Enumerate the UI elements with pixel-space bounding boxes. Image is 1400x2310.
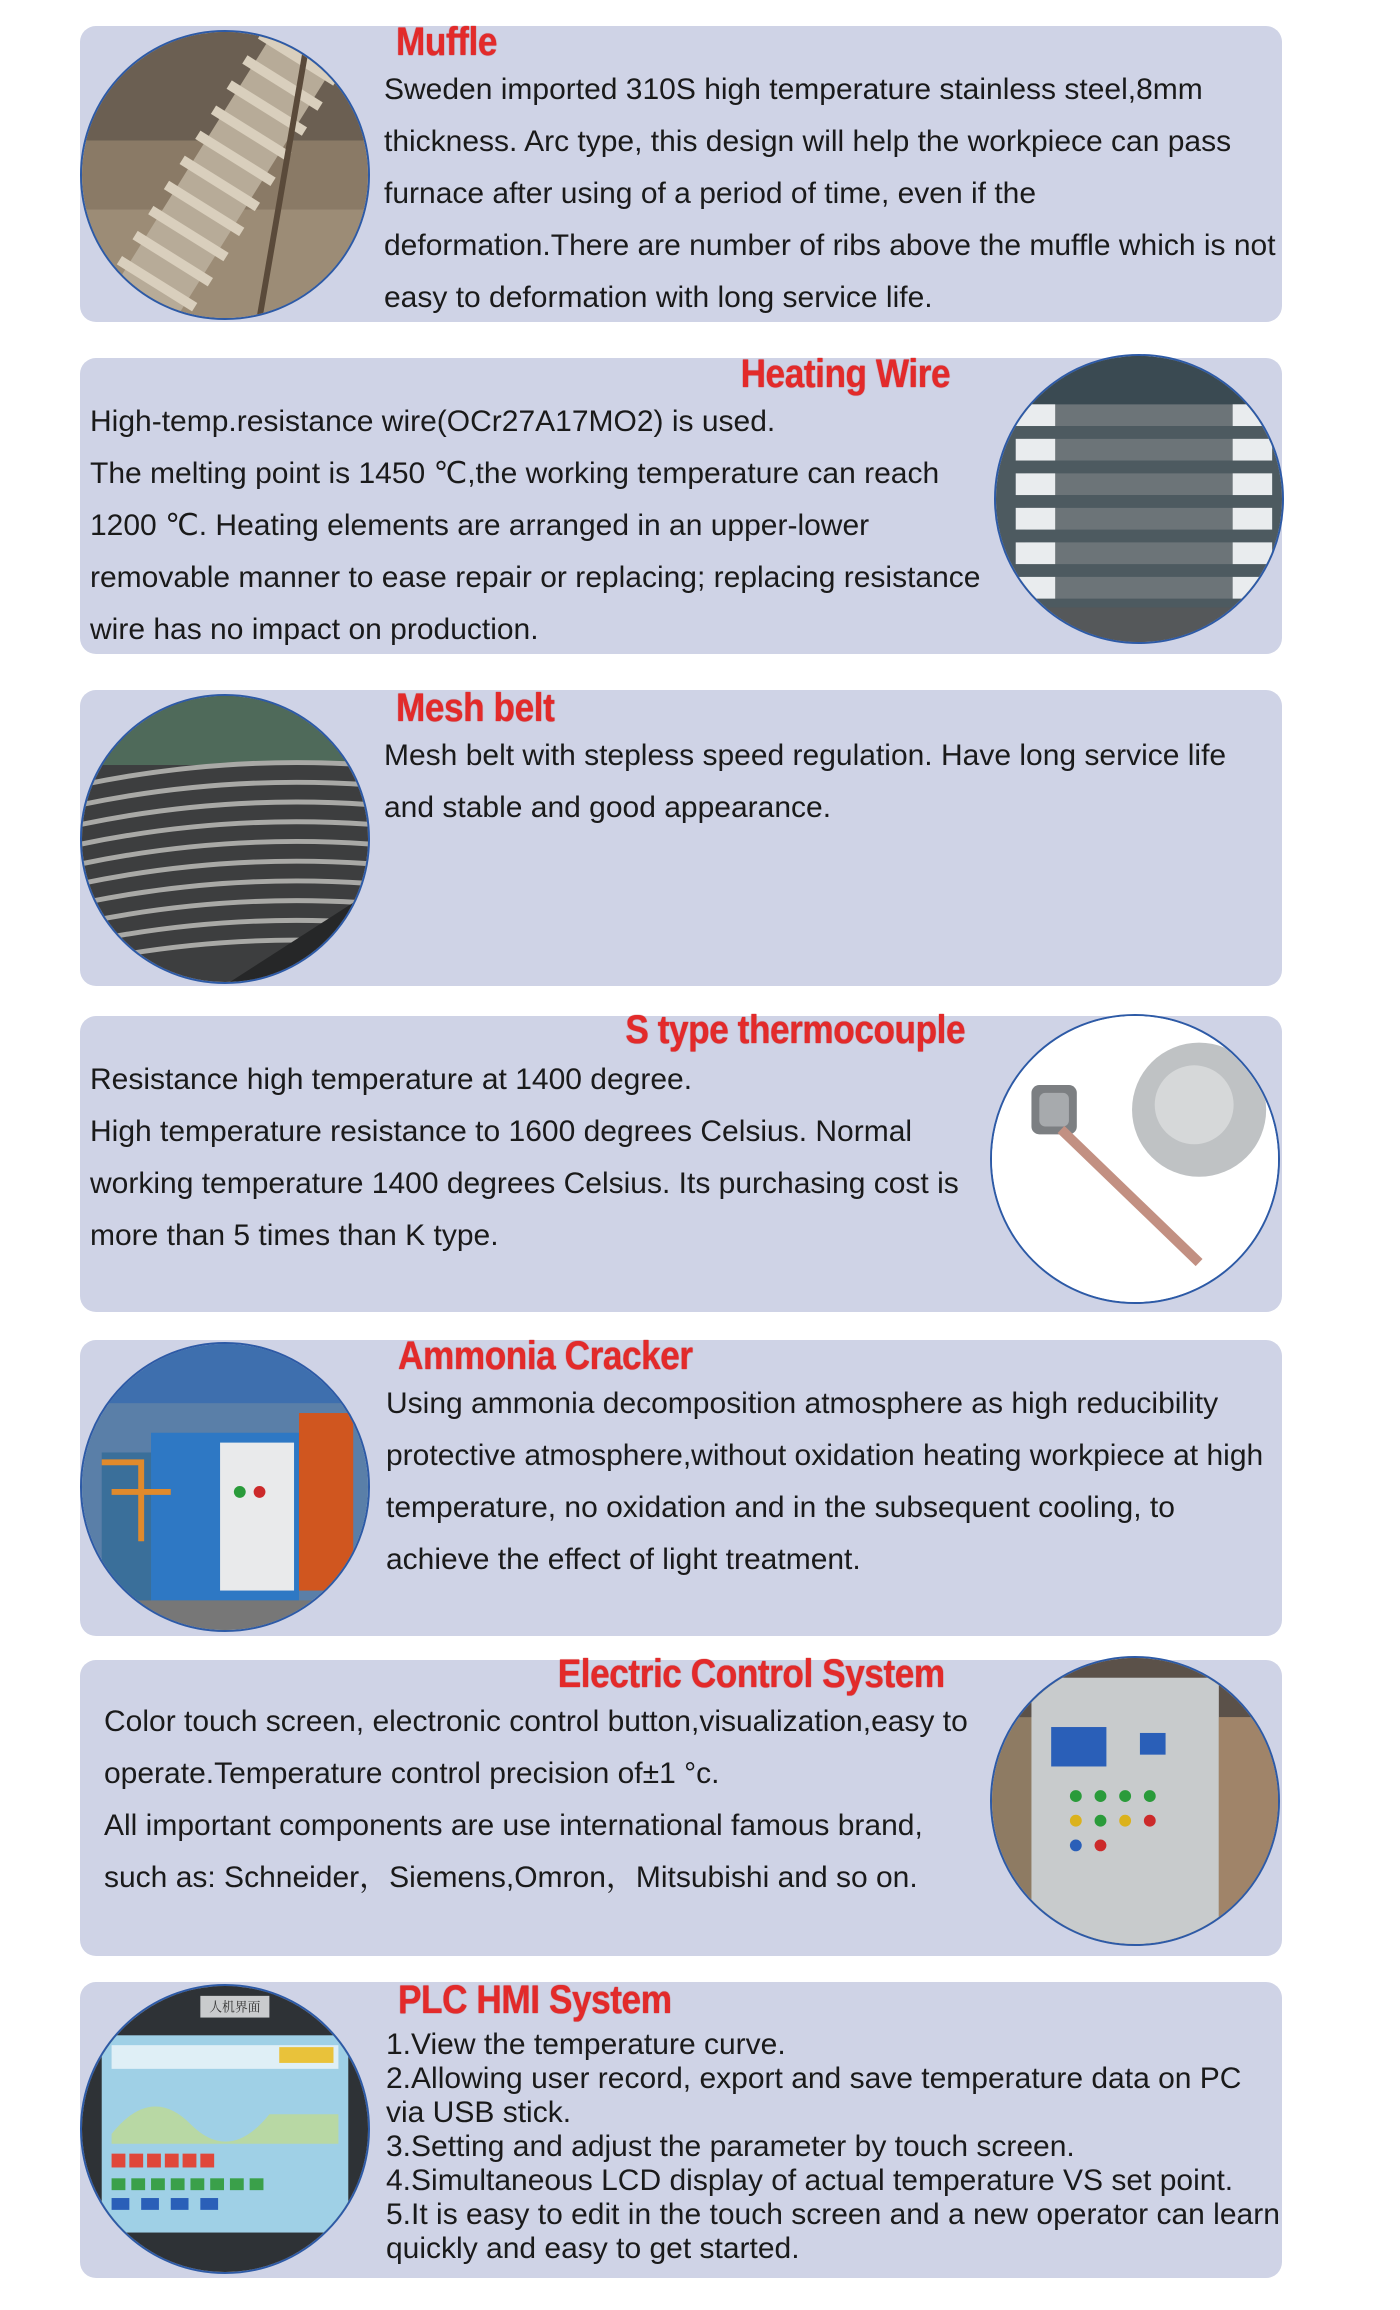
hmi-screen-photo bbox=[80, 1984, 370, 2274]
section-title: PLC HMI System bbox=[398, 1978, 672, 2022]
section-title: Electric Control System bbox=[558, 1652, 945, 1696]
text-line: High temperature resistance to 1600 degrees Celsius. Normal working temperature 1400 degrees Celsius. Its purchasing cost is more than 5 times than K type. bbox=[90, 1115, 959, 1252]
text-line: Color touch screen, electronic control button,visualization,easy to operate.Temperature control precision of±1 °c. bbox=[104, 1705, 968, 1790]
section-title: S type thermocouple bbox=[625, 1008, 965, 1052]
text-line: All important components are use international famous brand, such as: Schneider，Siemens,Omron，Mitsubishi and so on. bbox=[104, 1809, 923, 1894]
text-line: 5.It is easy to edit in the touch screen and a new operator can learn quickly and easy to get started. bbox=[386, 2198, 1280, 2265]
ammonia-cracker-photo bbox=[80, 1342, 370, 1632]
text-line: High-temp.resistance wire(OCr27A17MO2) is used. bbox=[90, 405, 776, 438]
hmi-screen-label: 人机界面 bbox=[209, 2000, 261, 2016]
section-text bbox=[384, 730, 1276, 834]
text-line: Using ammonia decomposition atmosphere as high reducibility protective atmosphere,without oxidation heating workpiece at high temperature, no oxidation and in the subsequent cooling, to achieve the effect of light treatment. bbox=[386, 1387, 1264, 1576]
control-cabinet-photo bbox=[990, 1656, 1280, 1946]
section-title: Muffle bbox=[396, 20, 497, 64]
section-text bbox=[104, 1696, 994, 1904]
text-line: The melting point is 1450 ℃,the working temperature can reach 1200 ℃. Heating elements are arranged in an upper-lower removable manner to ease repair or replacing; replacing resistance wire has no impact on production. bbox=[90, 457, 981, 646]
mesh-belt-photo bbox=[80, 694, 370, 984]
section-text bbox=[384, 64, 1276, 324]
text-line: Sweden imported 310S high temperature stainless steel,8mm thickness. Arc type, this design will help the workpiece can pass furnace after using of a period of time, even if the deformation.There are number of ribs above the muffle which is not easy to deformation with long service life. bbox=[384, 73, 1276, 314]
section-title: Heating Wire bbox=[740, 352, 950, 396]
text-line: 4.Simultaneous LCD display of actual temperature VS set point. bbox=[386, 2164, 1234, 2197]
text-line: Resistance high temperature at 1400 degree. bbox=[90, 1063, 693, 1096]
section-text bbox=[386, 2028, 1286, 2266]
section-text bbox=[386, 1378, 1286, 1586]
text-line: 3.Setting and adjust the parameter by touch screen. bbox=[386, 2130, 1075, 2163]
heating-wire-photo bbox=[994, 354, 1284, 644]
section-text bbox=[90, 1054, 990, 1262]
text-line: 2.Allowing user record, export and save temperature data on PC via USB stick. bbox=[386, 2062, 1242, 2129]
thermocouple-photo bbox=[990, 1014, 1280, 1304]
section-title: Ammonia Cracker bbox=[398, 1334, 693, 1378]
section-text bbox=[90, 396, 990, 656]
muffle-photo bbox=[80, 30, 370, 320]
text-line: 1.View the temperature curve. bbox=[386, 2028, 786, 2061]
section-title: Mesh belt bbox=[396, 686, 555, 730]
text-line: Mesh belt with stepless speed regulation. Have long service life and stable and good appearance. bbox=[384, 739, 1227, 824]
